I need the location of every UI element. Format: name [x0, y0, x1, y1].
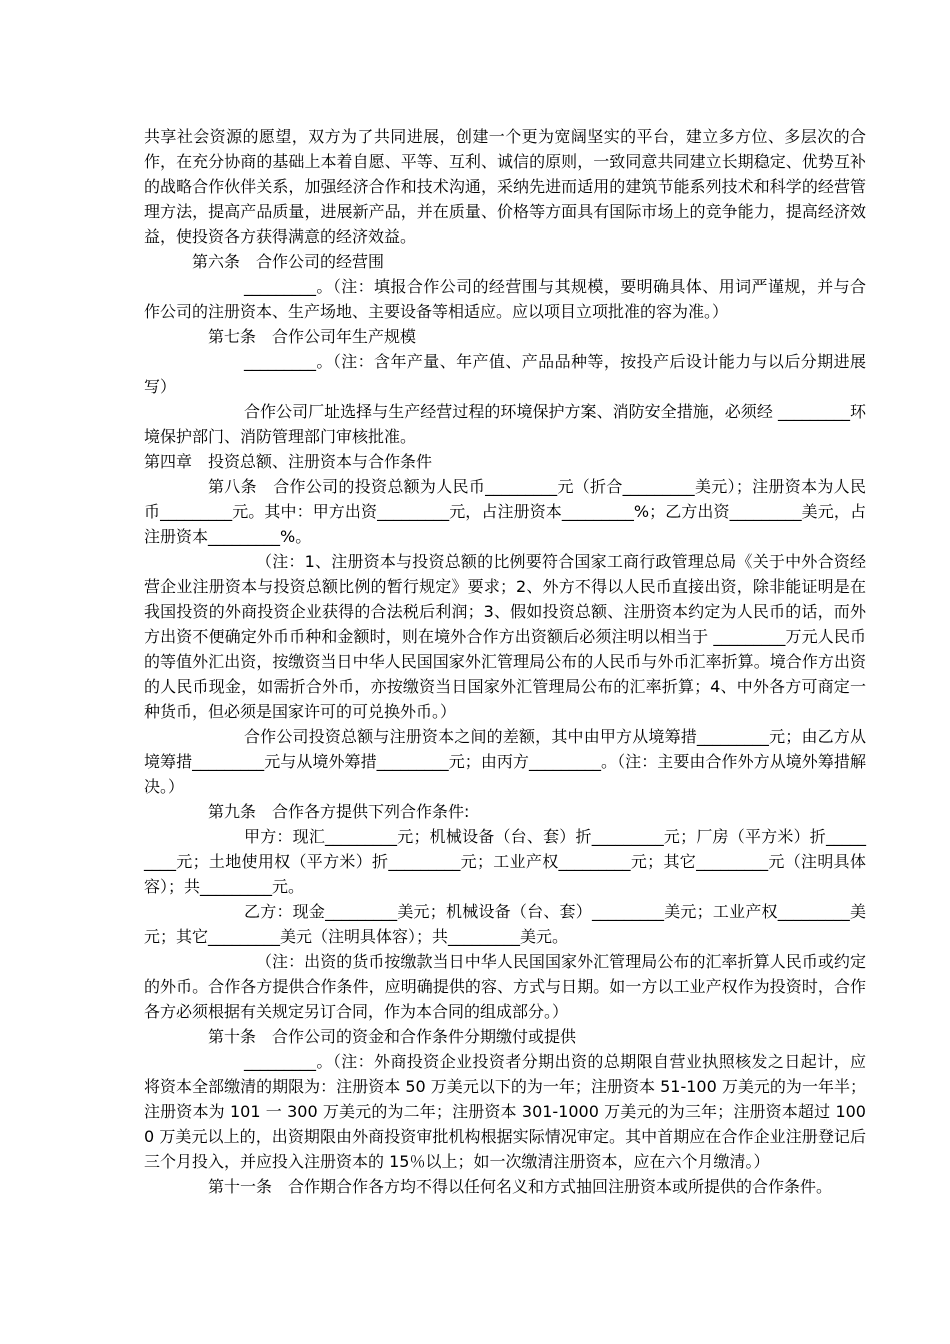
article-8-note: （注：1、注册资本与投资总额的比例要符合国家工商行政管理总局《关于中外合资经营企业注册资本与投资总额比例的暂行规定》要求；2、外方不得以人民币直接出资，除非能证明是在我国投资的外商投资企业获得的合法税后利润；3、假如投资总额、注册资本约定为人民币的话，而外方出资不便确定外币币种和金额时，则在境外合作方出资额后必须注明以相当于 _________万元人民币的等值外汇出资，按缴资当日中华人民国国家外汇管理局公布的人民币与外币汇率折算。境合作方出资的人民币现金，如需折合外币，亦按缴资当日国家外汇管理局公布的汇率折算；4、中外各方可商定一种货币，但必须是国家许可的可兑换外币。） — [144, 552, 866, 721]
article-6-heading: 第六条 合作公司的经营围 — [192, 252, 385, 271]
article-8-body: 第八条 合作公司的投资总额为人民币_________元（折合_________美元）；注册资本为人民币_________元。其中：甲方出资_________元，占注册资本_________%；乙方出资_________美元，占注册资本_________%。 — [144, 477, 866, 546]
paragraph-environment-approval: 合作公司厂址选择与生产经营过程的环境保护方案、消防安全措施，必须经 _________环境保护部门、消防管理部门审核批准。 — [144, 402, 866, 446]
article-6-body: _________。（注：填报合作公司的经营围与其规模，要明确具体、用词严谨规，并与合作公司的注册资本、生产场地、主要设备等相适应。应以项目立项批准的容为准。） — [144, 277, 866, 321]
article-10-heading: 第十条 合作公司的资金和合作条件分期缴付或提供 — [208, 1027, 577, 1046]
article-11-body: 第十一条 合作期合作各方均不得以任何名义和方式抽回注册资本或所提供的合作条件。 — [208, 1177, 833, 1196]
article-9-note: （注：出资的货币按缴款当日中华人民国国家外汇管理局公布的汇率折算人民币或约定的外币。合作各方提供合作条件，应明确提供的容、方式与日期。如一方以工业产权作为投资时，合作各方必须根据有关规定另订合同，作为本合同的组成部分。） — [144, 952, 866, 1021]
article-9-heading: 第九条 合作各方提供下列合作条件: — [208, 802, 470, 821]
paragraph-cooperation-purpose: 共享社会资源的愿望，双方为了共同进展，创建一个更为宽阔坚实的平台，建立多方位、多层次的合作，在充分协商的基础上本着自愿、平等、互利、诚信的原则，一致同意共同建立长期稳定、优势互补的战略合作伙伴关系，加强经济合作和技术沟通，采纳先进而适用的建筑节能系列技术和科学的经营管理方法，提高产品质量，进展新产品，并在质量、价格等方面具有国际市场上的竞争能力，提高经济效益，使投资各方获得满意的经济效益。 — [144, 127, 866, 246]
article-7-heading: 第七条 合作公司年生产规模 — [208, 327, 417, 346]
party-b-conditions: 乙方：现金_________美元；机械设备（台、套）_________美元；工业产权_________美元；其它_________美元（注明具体容）；共_________美元。 — [144, 902, 866, 946]
paragraph-capital-difference: 合作公司投资总额与注册资本之间的差额，其中由甲方从境筹措_________元；由乙方从境筹措_________元与从境外筹措_________元；由丙方_________。（注：主要由合作外方从境外筹措解决。） — [144, 727, 866, 796]
chapter-4-heading: 第四章 投资总额、注册资本与合作条件 — [144, 452, 433, 471]
article-7-body: _________。（注：含年产量、年产值、产品品种等，按投产后设计能力与以后分期进展写） — [144, 352, 866, 396]
party-a-conditions: 甲方：现汇_________元；机械设备（台、套）折_________元；厂房（平方米）折_________元；土地使用权（平方米）折_________元；工业产权_________元；其它_________元（注明具体容）；共_________元。 — [144, 827, 866, 896]
article-10-body: _________。（注：外商投资企业投资者分期出资的总期限自营业执照核发之日起计，应将资本全部缴清的期限为：注册资本 50 万美元以下的为一年；注册资本 51-100 万美元的为一年半；注册资本为 101 一 300 万美元的为二年；注册资本 301-1000 万美元的为三年；注册资本超过 1000 万美元以上的，出资期限由外商投资审批机构根据实际情况审定。其中首期应在合作企业注册登记后三个月投入，并应投入注册资本的 15％以上；如一次缴清注册资本，应在六个月缴清。） — [144, 1052, 866, 1171]
